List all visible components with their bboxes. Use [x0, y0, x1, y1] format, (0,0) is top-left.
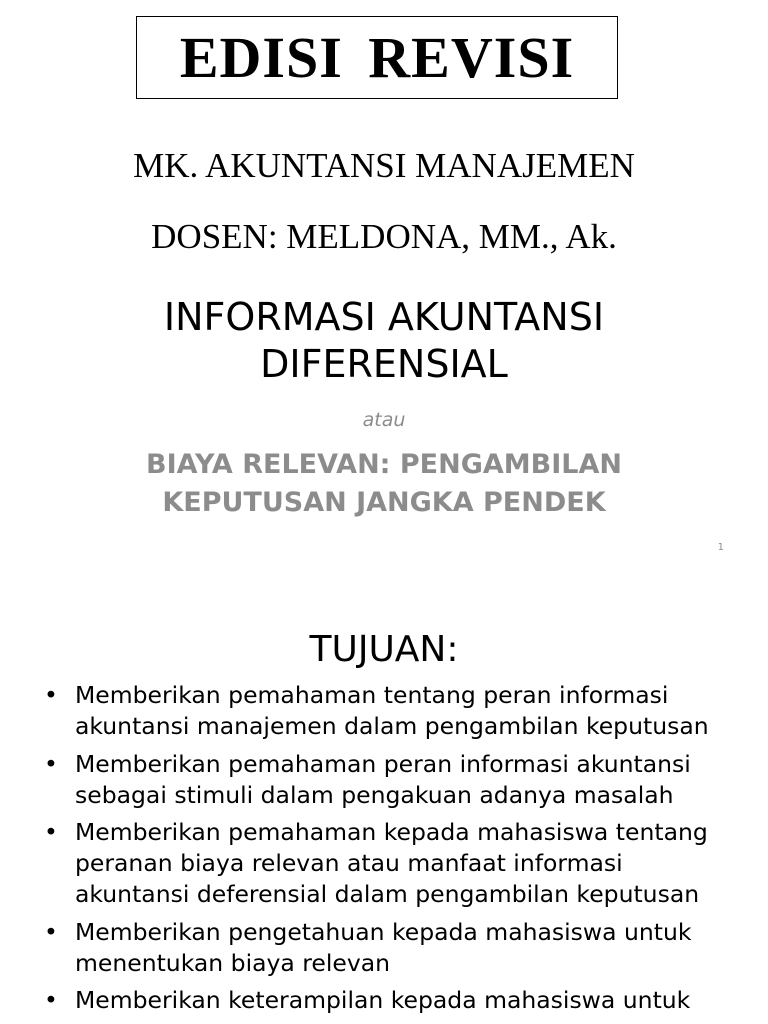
bullet-icon: • [44, 986, 58, 1014]
objectives-slide [0, 570, 768, 1024]
list-item-line: akuntansi manajemen dalam pengambilan keputusan [75, 712, 709, 740]
list-item-line: akuntansi deferensial dalam pengambilan keputusan [75, 880, 700, 908]
list-item [44, 917, 744, 979]
list-item-line: Memberikan pemahaman tentang peran informasi [75, 681, 669, 709]
bullet-icon: • [44, 917, 58, 946]
bullet-icon: • [44, 681, 58, 709]
lecturer-name: DOSEN: MELDONA, MM., Ak. [151, 217, 617, 256]
list-item [44, 985, 744, 1016]
page-number: 1 [717, 542, 724, 553]
bullet-icon: • [44, 818, 58, 846]
list-item-line: Memberikan pemahaman peran informasi akuntansi [75, 749, 691, 778]
edition-box: EDISI REVISI [136, 16, 618, 99]
main-title [0, 294, 768, 388]
list-item-line: sebagai stimuli dalam pengakuan adanya masalah [75, 780, 674, 809]
list-item [44, 817, 744, 910]
list-item-line: menentukan biaya relevan [75, 948, 391, 977]
objectives-list [44, 680, 744, 1023]
list-item-line: Memberikan pengetahuan kepada mahasiswa untuk [75, 917, 692, 946]
connector-text: atau [362, 409, 406, 431]
main-title-line: DIFERENSIAL [260, 342, 508, 386]
subtitle-line: BIAYA RELEVAN: PENGAMBILAN [146, 449, 622, 480]
main-title-line: INFORMASI AKUNTANSI [163, 295, 605, 339]
list-item-line: Memberikan pemahaman kepada mahasiswa tentang [75, 818, 708, 846]
subtitle [0, 446, 768, 522]
bullet-icon: • [44, 749, 58, 778]
objectives-title: TUJUAN: [309, 629, 459, 670]
course-name: MK. AKUNTANSI MANAJEMEN [133, 146, 635, 185]
list-item [44, 680, 744, 742]
list-item-line: Memberikan keterampilan kepada mahasiswa untuk [75, 986, 691, 1014]
subtitle-line: KEPUTUSAN JANGKA PENDEK [162, 487, 606, 518]
list-item-line: peranan biaya relevan atau manfaat informasi [75, 849, 623, 877]
list-item [44, 749, 744, 811]
